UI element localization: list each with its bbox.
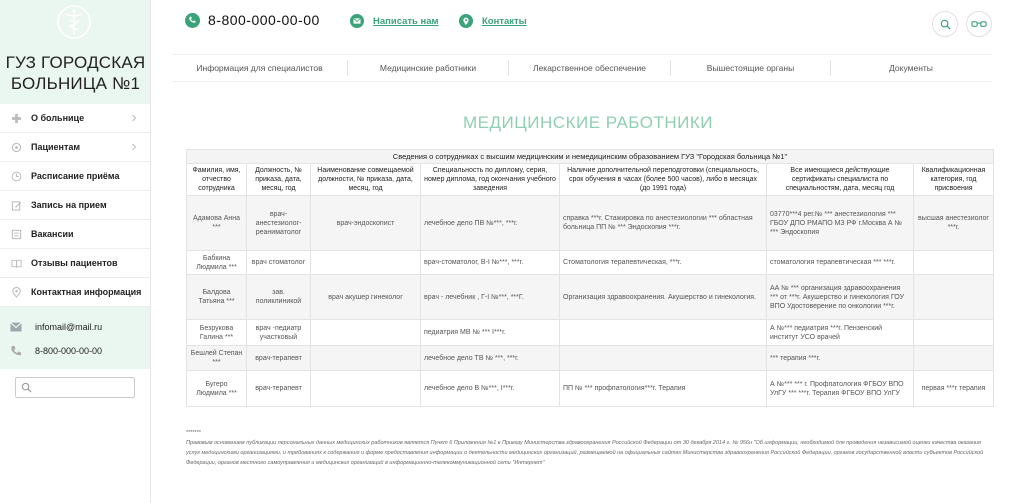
column-header: Специальность по диплому, серия, номер диплома, год окончания учебного заведения [421, 164, 560, 196]
search-icon [21, 382, 32, 393]
header-search-button[interactable] [932, 11, 958, 37]
sidebar-item-label: Пациентам [31, 142, 81, 152]
table-cell [311, 346, 421, 371]
table-cell [914, 275, 994, 320]
table-cell: лечебное дело В №***, I***г. [421, 371, 560, 407]
sidebar-phone-text: 8-800-000-00-00 [35, 346, 103, 356]
tab-documents[interactable]: Документы [889, 63, 933, 73]
search-icon [940, 19, 951, 30]
column-header: Наименование совмещаемой должности, № приказа, дата, месяц, год [311, 164, 421, 196]
location-icon [10, 286, 22, 298]
column-header: Все имеющиеся действующие сертификаты специалиста по специальностям, дата, месяц год [767, 164, 914, 196]
sidebar-item-appointment[interactable] [0, 191, 150, 220]
book-icon [10, 257, 22, 269]
sidebar [0, 0, 151, 503]
table-cell [560, 346, 767, 371]
location-circle-icon [459, 14, 474, 29]
sidebar-item-label: Отзывы пациентов [31, 258, 118, 268]
header-contacts[interactable] [459, 14, 527, 29]
glasses-icon [971, 20, 987, 29]
chevron-right-icon [130, 143, 138, 151]
sidebar-email[interactable] [0, 315, 150, 339]
edit-icon [10, 199, 22, 211]
table-cell: лечебное дело ПВ №***, ***г. [421, 196, 560, 251]
list-icon [10, 228, 22, 240]
table-cell [560, 320, 767, 346]
sidebar-item-label: О больнице [31, 113, 85, 123]
main-content [152, 90, 1024, 503]
table-row [187, 275, 994, 320]
clock-icon [10, 170, 22, 182]
sidebar-search-wrap [0, 369, 150, 406]
table-caption: Сведения о сотрудниках с высшим медицинским и немедицинским образованием ГУЗ "Городская больница №1" [187, 150, 994, 164]
header-write-us[interactable] [350, 14, 439, 29]
sidebar-item-schedule[interactable] [0, 162, 150, 191]
table-cell: 03770***4 рег.№ *** анестезиология *** ГБОУ ДПО РМАПО МЗ РФ г.Москва А № *** Эндоскопия [767, 196, 914, 251]
table-cell: врач-терапевт [247, 371, 311, 407]
table-cell: высшая анестезиолог ***г. [914, 196, 994, 251]
tab-info-specialists[interactable]: Информация для специалистов [196, 63, 323, 73]
sidebar-search-box[interactable] [15, 377, 135, 398]
patients-icon [10, 141, 22, 153]
table-cell: зав. поликлиникой [247, 275, 311, 320]
table-cell: АА № *** организация здравоохранения *** от ***г. Акушерство и гинекология ГОУ ВПО Удостоверение по онкологии ***г. [767, 275, 914, 320]
table-cell: ПП № *** профпатология***г. Терапия [560, 371, 767, 407]
table-cell: врач стоматолог [247, 251, 311, 275]
table-cell: врач-эндоскопист [311, 196, 421, 251]
header-phone-text: 8-800-000-00-00 [208, 12, 320, 28]
tab-higher-authorities[interactable]: Вышестоящие органы [706, 63, 795, 73]
table-cell: Балдова Татьяна *** [187, 275, 247, 320]
table-cell: Адамова Анна *** [187, 196, 247, 251]
table-row [187, 371, 994, 407]
footnote-stars: ******* [186, 430, 201, 436]
table-row [187, 320, 994, 346]
phone-icon [10, 345, 22, 357]
phone-circle-icon [185, 13, 200, 28]
column-header: Квалификационная категория, год присвоения [914, 164, 994, 196]
caduceus-logo-icon [56, 4, 92, 40]
table-header-row [187, 164, 994, 196]
sidebar-nav [0, 104, 150, 307]
sidebar-item-reviews[interactable] [0, 249, 150, 278]
sidebar-item-about[interactable] [0, 104, 150, 133]
footnote-text: Правовым основанием публикации персональных данных медицинских работников является Пункт 6 Приложения №1 к Приказу Министерства здравоохранения Российской Федерации от 30 декабря 2014 г. № 956н "Об информации, необходимой для проведения независимой оценки качества оказания услуг медицинскими организациями, и требованиях к содержанию и форме предоставления информации о деятельности медицинских организаций, размещаемой на официальных сайтах Министерства здравоохранения Российской Федерации, органов государственной власти субъектов Российской Федерации, органов местного самоуправления и медицинских организаций в информационно-телекоммуникационной сети "Интернет" [186, 440, 984, 466]
hospital-icon [10, 112, 22, 124]
chevron-right-icon [130, 114, 138, 122]
table-cell [311, 371, 421, 407]
write-us-link[interactable]: Написать нам [373, 16, 439, 27]
table-row [187, 346, 994, 371]
table-cell: врач-стоматолог, В-I №***, ***г. [421, 251, 560, 275]
tab-drug-supply[interactable]: Лекарственное обеспечение [532, 63, 646, 73]
sidebar-item-patients[interactable] [0, 133, 150, 162]
table-cell: Бабкина Людмила *** [187, 251, 247, 275]
table-cell: лечебное дело ТВ № ***, ***г. [421, 346, 560, 371]
tab-medical-workers[interactable]: Медицинские работники [379, 63, 477, 73]
top-menu [172, 54, 992, 82]
table-cell: Безрукова Галина *** [187, 320, 247, 346]
table-cell: врач-терапевт [247, 346, 311, 371]
mail-circle-icon [350, 14, 365, 29]
table-cell [914, 346, 994, 371]
table-cell: справка ***г. Стажировка по анестезиологии *** областная больница ПП № *** Эндоскопия ***г. [560, 196, 767, 251]
table-cell: врач акушер гинеколог [311, 275, 421, 320]
sidebar-phone[interactable] [0, 339, 150, 363]
page-title: МЕДИЦИНСКИЕ РАБОТНИКИ [463, 113, 713, 132]
hospital-name-line2: БОЛЬНИЦА №1 [10, 74, 141, 93]
table-cell [914, 251, 994, 275]
staff-table [186, 149, 994, 407]
table-cell: *** терапия ***г. [767, 346, 914, 371]
hospital-name [0, 52, 151, 94]
table-cell: врач - лечебник , Г-I №***, ***Г. [421, 275, 560, 320]
table-cell: Стоматология терапевтическая, ***г. [560, 251, 767, 275]
table-row [187, 196, 994, 251]
accessibility-glasses-button[interactable] [966, 11, 992, 37]
header [152, 0, 1024, 45]
table-cell [311, 251, 421, 275]
sidebar-item-label: Вакансии [31, 229, 74, 239]
sidebar-email-text: infomail@mail.ru [35, 322, 103, 332]
header-phone[interactable] [185, 12, 320, 28]
sidebar-contact-block [0, 307, 150, 369]
hospital-name-line1: ГУЗ ГОРОДСКАЯ [5, 53, 146, 72]
table-cell: врач -педиатр участковый [247, 320, 311, 346]
table-cell: первая ***г терапия [914, 371, 994, 407]
column-header: Фамилия, имя, отчество сотрудника [187, 164, 247, 196]
sidebar-item-contacts[interactable] [0, 278, 150, 307]
sidebar-search-input[interactable] [34, 379, 134, 398]
table-row [187, 251, 994, 275]
table-cell: врач-анестезиолог-реаниматолог [247, 196, 311, 251]
table-cell: педиатрия МВ № *** I***г. [421, 320, 560, 346]
table-cell: А №*** *** г. Профпатология ФГБОУ ВПО УлГУ *** ***г. Терапия ФГБОУ ВПО УлГУ [767, 371, 914, 407]
table-cell [914, 320, 994, 346]
column-header: Наличие дополнительной переподготовки (специальность, срок обучения в часах (более 500 часов), либо в месяцах (до 1991 года) [560, 164, 767, 196]
mail-icon [10, 321, 22, 333]
contacts-link[interactable]: Контакты [482, 16, 527, 27]
table-cell: Бешлей Степан *** [187, 346, 247, 371]
logo-area[interactable] [0, 0, 150, 104]
legal-footnote [186, 428, 996, 468]
table-cell [311, 320, 421, 346]
sidebar-item-label: Контактная информация [31, 287, 142, 297]
table-cell: А №*** педиатрия ***г. Пензенский институт УСО врачей [767, 320, 914, 346]
table-cell: Бугеро Людмила *** [187, 371, 247, 407]
table-cell: Организация здравоохранения. Акушерство и гинекология. [560, 275, 767, 320]
sidebar-item-label: Запись на прием [31, 200, 107, 210]
column-header: Должность, № приказа, дата, месяц, год [247, 164, 311, 196]
sidebar-item-vacancies[interactable] [0, 220, 150, 249]
sidebar-item-label: Расписание приёма [31, 171, 120, 181]
table-cell: стоматология терапевтическая *** ***г. [767, 251, 914, 275]
